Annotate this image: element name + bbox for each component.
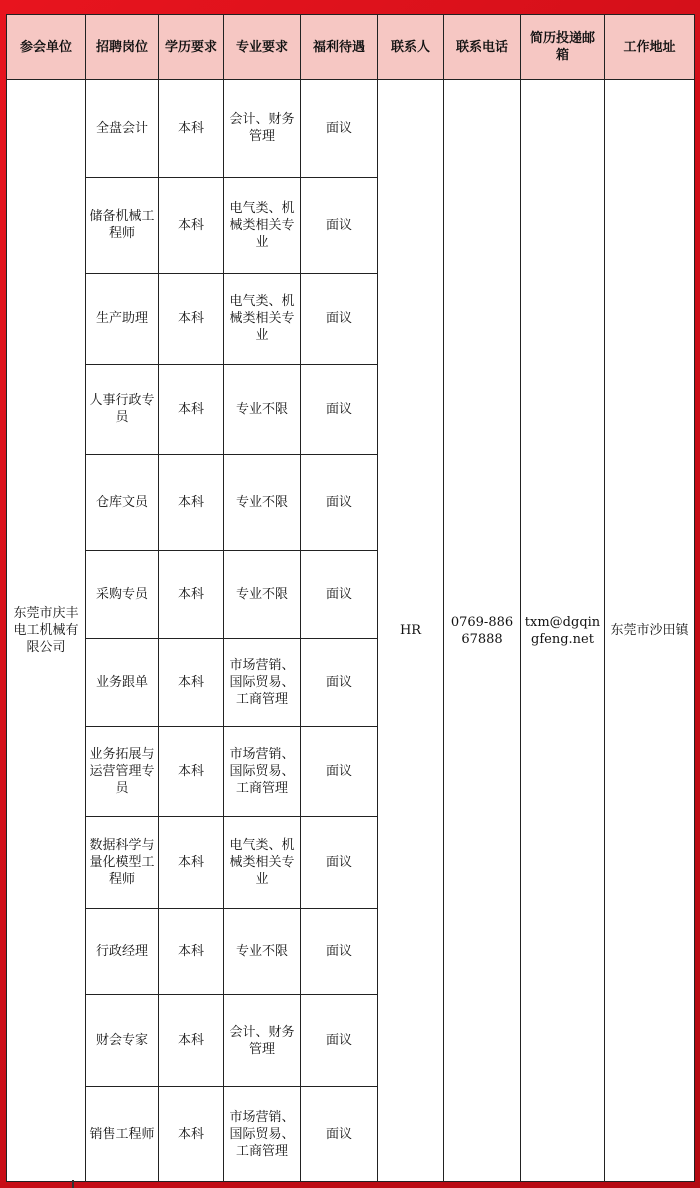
benefit-cell: 面议 (301, 455, 378, 551)
major-cell: 专业不限 (224, 550, 301, 638)
company-name: 东莞市庆丰电工机械有限公司 (7, 80, 86, 1182)
header-position: 招聘岗位 (86, 15, 159, 80)
benefit-cell: 面议 (301, 1087, 378, 1182)
position-cell: 全盘会计 (86, 80, 159, 178)
position-cell: 业务拓展与运营管理专员 (86, 727, 159, 816)
table-row (7, 80, 695, 178)
resume-email: txm@dgqingfeng.net (521, 80, 605, 1182)
education-cell: 本科 (159, 274, 224, 364)
work-address: 东莞市沙田镇 (605, 80, 695, 1182)
benefit-cell: 面议 (301, 994, 378, 1087)
benefit-cell: 面议 (301, 638, 378, 726)
benefit-cell: 面议 (301, 909, 378, 994)
education-cell: 本科 (159, 455, 224, 551)
education-cell: 本科 (159, 638, 224, 726)
major-cell: 电气类、机械类相关专业 (224, 816, 301, 909)
major-cell: 电气类、机械类相关专业 (224, 274, 301, 364)
benefit-cell: 面议 (301, 550, 378, 638)
contact-person: HR (378, 80, 444, 1182)
major-cell: 市场营销、国际贸易、工商管理 (224, 1087, 301, 1182)
header-phone: 联系电话 (444, 15, 521, 80)
education-cell: 本科 (159, 177, 224, 274)
benefit-cell: 面议 (301, 727, 378, 816)
education-cell: 本科 (159, 80, 224, 178)
header-contact: 联系人 (378, 15, 444, 80)
benefit-cell: 面议 (301, 274, 378, 364)
position-cell: 业务跟单 (86, 638, 159, 726)
benefit-cell: 面议 (301, 364, 378, 454)
position-cell: 储备机械工程师 (86, 177, 159, 274)
header-email: 简历投递邮箱 (521, 15, 605, 80)
education-cell: 本科 (159, 550, 224, 638)
position-cell: 生产助理 (86, 274, 159, 364)
education-cell: 本科 (159, 727, 224, 816)
position-cell: 采购专员 (86, 550, 159, 638)
header-row (7, 15, 695, 80)
major-cell: 专业不限 (224, 364, 301, 454)
header-major: 专业要求 (224, 15, 301, 80)
major-cell: 市场营销、国际贸易、工商管理 (224, 727, 301, 816)
header-address: 工作地址 (605, 15, 695, 80)
benefit-cell: 面议 (301, 816, 378, 909)
position-cell: 数据科学与量化模型工程师 (86, 816, 159, 909)
education-cell: 本科 (159, 1087, 224, 1182)
recruitment-sheet (6, 14, 694, 1182)
header-benefit: 福利待遇 (301, 15, 378, 80)
education-cell: 本科 (159, 994, 224, 1087)
major-cell: 专业不限 (224, 909, 301, 994)
position-cell: 仓库文员 (86, 455, 159, 551)
education-cell: 本科 (159, 909, 224, 994)
major-cell: 专业不限 (224, 455, 301, 551)
header-education: 学历要求 (159, 15, 224, 80)
benefit-cell: 面议 (301, 177, 378, 274)
major-cell: 市场营销、国际贸易、工商管理 (224, 638, 301, 726)
position-cell: 销售工程师 (86, 1087, 159, 1182)
education-cell: 本科 (159, 816, 224, 909)
recruitment-table (6, 14, 695, 1182)
major-cell: 会计、财务管理 (224, 80, 301, 178)
major-cell: 会计、财务管理 (224, 994, 301, 1087)
position-cell: 行政经理 (86, 909, 159, 994)
position-cell: 财会专家 (86, 994, 159, 1087)
position-cell: 人事行政专员 (86, 364, 159, 454)
education-cell: 本科 (159, 364, 224, 454)
header-company: 参会单位 (7, 15, 86, 80)
contact-phone: 0769-88667888 (444, 80, 521, 1182)
bottom-mark (72, 1180, 74, 1188)
benefit-cell: 面议 (301, 80, 378, 178)
major-cell: 电气类、机械类相关专业 (224, 177, 301, 274)
